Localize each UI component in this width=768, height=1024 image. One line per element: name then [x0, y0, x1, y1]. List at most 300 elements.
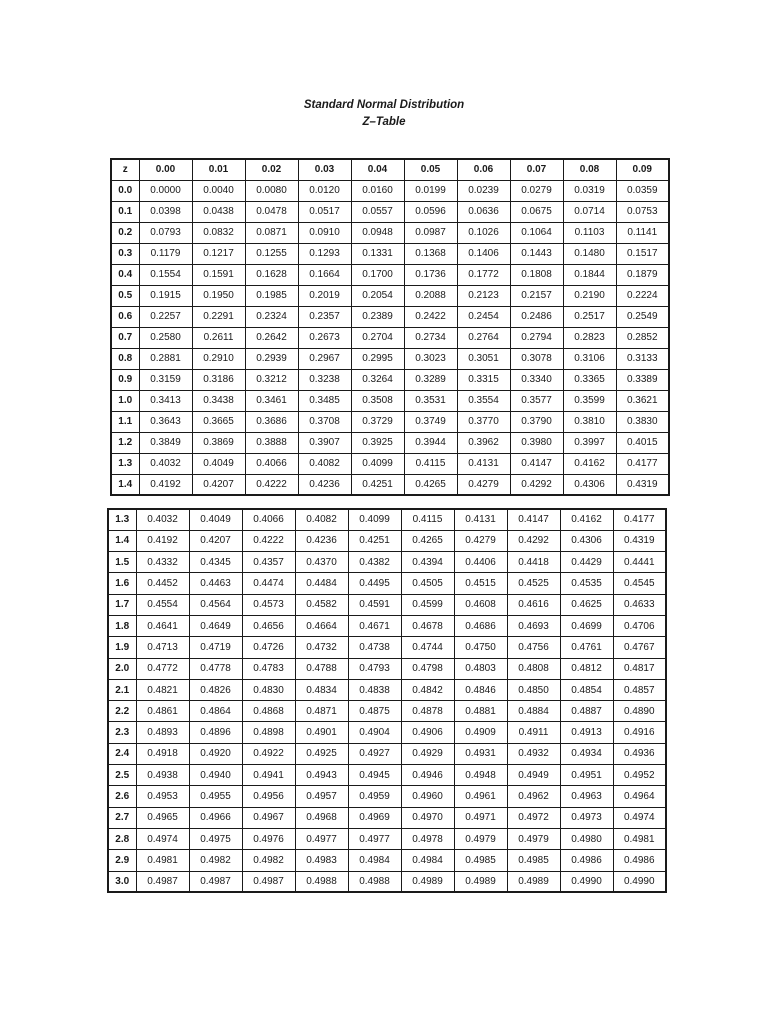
probability-cell: 0.4986	[613, 850, 666, 871]
probability-cell: 0.4049	[192, 453, 245, 474]
table-row	[111, 453, 669, 474]
table-row	[108, 679, 666, 700]
probability-cell: 0.3438	[192, 390, 245, 411]
probability-cell: 0.4251	[351, 474, 404, 495]
probability-cell: 0.4982	[189, 850, 242, 871]
probability-cell: 0.4834	[295, 679, 348, 700]
z-value-cell: 0.9	[111, 369, 139, 390]
probability-cell: 0.2673	[298, 327, 351, 348]
probability-cell: 0.4236	[295, 530, 348, 551]
probability-cell: 0.2257	[139, 306, 192, 327]
probability-cell: 0.4756	[507, 637, 560, 658]
probability-cell: 0.4911	[507, 722, 560, 743]
table-row	[111, 285, 669, 306]
probability-cell: 0.4207	[189, 530, 242, 551]
probability-cell: 0.2157	[510, 285, 563, 306]
probability-cell: 0.1064	[510, 222, 563, 243]
probability-cell: 0.4961	[454, 786, 507, 807]
probability-cell: 0.1406	[457, 243, 510, 264]
table-row	[108, 509, 666, 530]
probability-cell: 0.3577	[510, 390, 563, 411]
probability-cell: 0.4983	[295, 850, 348, 871]
probability-cell: 0.4671	[348, 615, 401, 636]
probability-cell: 0.4793	[348, 658, 401, 679]
table-row	[111, 411, 669, 432]
probability-cell: 0.4082	[295, 509, 348, 530]
probability-cell: 0.4162	[563, 453, 616, 474]
probability-cell: 0.2967	[298, 348, 351, 369]
probability-cell: 0.4394	[401, 552, 454, 573]
probability-cell: 0.1179	[139, 243, 192, 264]
probability-cell: 0.4616	[507, 594, 560, 615]
probability-cell: 0.0714	[563, 201, 616, 222]
probability-cell: 0.4767	[613, 637, 666, 658]
probability-cell: 0.4988	[348, 871, 401, 892]
table-row	[111, 222, 669, 243]
z-value-cell: 1.0	[111, 390, 139, 411]
probability-cell: 0.4976	[242, 828, 295, 849]
probability-cell: 0.4846	[454, 679, 507, 700]
probability-cell: 0.2357	[298, 306, 351, 327]
header-cell: 0.00	[139, 159, 192, 180]
probability-cell: 0.0557	[351, 201, 404, 222]
probability-cell: 0.3133	[616, 348, 669, 369]
probability-cell: 0.4943	[295, 765, 348, 786]
probability-cell: 0.0517	[298, 201, 351, 222]
z-value-cell: 2.3	[108, 722, 136, 743]
probability-cell: 0.4066	[245, 453, 298, 474]
probability-cell: 0.4875	[348, 701, 401, 722]
probability-cell: 0.1443	[510, 243, 563, 264]
probability-cell: 0.4732	[295, 637, 348, 658]
probability-cell: 0.0438	[192, 201, 245, 222]
probability-cell: 0.4345	[189, 552, 242, 573]
probability-cell: 0.1255	[245, 243, 298, 264]
probability-cell: 0.4868	[242, 701, 295, 722]
probability-cell: 0.4904	[348, 722, 401, 743]
probability-cell: 0.4887	[560, 701, 613, 722]
probability-cell: 0.1591	[192, 264, 245, 285]
probability-cell: 0.4599	[401, 594, 454, 615]
probability-cell: 0.4192	[136, 530, 189, 551]
probability-cell: 0.4131	[454, 509, 507, 530]
z-value-cell: 3.0	[108, 871, 136, 892]
probability-cell: 0.2852	[616, 327, 669, 348]
probability-cell: 0.4884	[507, 701, 560, 722]
probability-cell: 0.4955	[189, 786, 242, 807]
probability-cell: 0.4826	[189, 679, 242, 700]
probability-cell: 0.2291	[192, 306, 245, 327]
z-table-part-2	[107, 508, 667, 893]
probability-cell: 0.0239	[457, 180, 510, 201]
probability-cell: 0.4788	[295, 658, 348, 679]
probability-cell: 0.4964	[613, 786, 666, 807]
probability-cell: 0.3599	[563, 390, 616, 411]
header-cell: 0.05	[404, 159, 457, 180]
probability-cell: 0.4968	[295, 807, 348, 828]
probability-cell: 0.4032	[139, 453, 192, 474]
probability-cell: 0.4980	[560, 828, 613, 849]
table-row	[108, 850, 666, 871]
header-cell: 0.09	[616, 159, 669, 180]
probability-cell: 0.4922	[242, 743, 295, 764]
probability-cell: 0.4982	[242, 850, 295, 871]
probability-cell: 0.3106	[563, 348, 616, 369]
z-value-cell: 1.7	[108, 594, 136, 615]
z-value-cell: 1.5	[108, 552, 136, 573]
probability-cell: 0.4066	[242, 509, 295, 530]
probability-cell: 0.4984	[348, 850, 401, 871]
probability-cell: 0.4292	[507, 530, 560, 551]
probability-cell: 0.4987	[242, 871, 295, 892]
probability-cell: 0.3925	[351, 432, 404, 453]
probability-cell: 0.4265	[404, 474, 457, 495]
table-row	[111, 264, 669, 285]
probability-cell: 0.1772	[457, 264, 510, 285]
probability-cell: 0.0080	[245, 180, 298, 201]
probability-cell: 0.4981	[136, 850, 189, 871]
probability-cell: 0.3051	[457, 348, 510, 369]
probability-cell: 0.0359	[616, 180, 669, 201]
probability-cell: 0.0910	[298, 222, 351, 243]
probability-cell: 0.0279	[510, 180, 563, 201]
probability-cell: 0.4625	[560, 594, 613, 615]
probability-cell: 0.4678	[401, 615, 454, 636]
z-value-cell: 0.3	[111, 243, 139, 264]
table-row	[108, 722, 666, 743]
page-subtitle: Z–Table	[362, 116, 406, 128]
table-row	[111, 348, 669, 369]
probability-cell: 0.4931	[454, 743, 507, 764]
probability-cell: 0.4082	[298, 453, 351, 474]
probability-cell: 0.3264	[351, 369, 404, 390]
probability-cell: 0.4279	[457, 474, 510, 495]
probability-cell: 0.4986	[560, 850, 613, 871]
z-value-cell: 2.7	[108, 807, 136, 828]
probability-cell: 0.1700	[351, 264, 404, 285]
probability-cell: 0.0478	[245, 201, 298, 222]
table-row	[108, 530, 666, 551]
probability-cell: 0.0987	[404, 222, 457, 243]
probability-cell: 0.1517	[616, 243, 669, 264]
probability-cell: 0.4979	[454, 828, 507, 849]
z-value-cell: 2.5	[108, 765, 136, 786]
probability-cell: 0.1554	[139, 264, 192, 285]
probability-cell: 0.4977	[348, 828, 401, 849]
z-value-cell: 2.1	[108, 679, 136, 700]
probability-cell: 0.0636	[457, 201, 510, 222]
probability-cell: 0.4706	[613, 615, 666, 636]
probability-cell: 0.3485	[298, 390, 351, 411]
probability-cell: 0.2517	[563, 306, 616, 327]
probability-cell: 0.4452	[136, 573, 189, 594]
probability-cell: 0.1915	[139, 285, 192, 306]
probability-cell: 0.3665	[192, 411, 245, 432]
probability-cell: 0.4972	[507, 807, 560, 828]
probability-cell: 0.4177	[616, 453, 669, 474]
probability-cell: 0.3389	[616, 369, 669, 390]
z-value-cell: 2.2	[108, 701, 136, 722]
probability-cell: 0.4564	[189, 594, 242, 615]
probability-cell: 0.3686	[245, 411, 298, 432]
z-value-cell: 2.6	[108, 786, 136, 807]
probability-cell: 0.2486	[510, 306, 563, 327]
header-cell: 0.02	[245, 159, 298, 180]
z-value-cell: 2.4	[108, 743, 136, 764]
probability-cell: 0.4989	[401, 871, 454, 892]
probability-cell: 0.0871	[245, 222, 298, 243]
z-value-cell: 1.3	[111, 453, 139, 474]
table-row	[111, 306, 669, 327]
table-row	[108, 743, 666, 764]
probability-cell: 0.4963	[560, 786, 613, 807]
probability-cell: 0.1217	[192, 243, 245, 264]
probability-cell: 0.3888	[245, 432, 298, 453]
probability-cell: 0.4812	[560, 658, 613, 679]
probability-cell: 0.4838	[348, 679, 401, 700]
table-row	[111, 201, 669, 222]
probability-cell: 0.4927	[348, 743, 401, 764]
probability-cell: 0.2734	[404, 327, 457, 348]
probability-cell: 0.4946	[401, 765, 454, 786]
probability-cell: 0.1808	[510, 264, 563, 285]
probability-cell: 0.0120	[298, 180, 351, 201]
probability-cell: 0.4938	[136, 765, 189, 786]
probability-cell: 0.4686	[454, 615, 507, 636]
probability-cell: 0.4251	[348, 530, 401, 551]
probability-cell: 0.4949	[507, 765, 560, 786]
probability-cell: 0.4418	[507, 552, 560, 573]
probability-cell: 0.4984	[401, 850, 454, 871]
page-title: Standard Normal Distribution	[303, 99, 465, 111]
probability-cell: 0.4608	[454, 594, 507, 615]
z-table-part-1	[110, 158, 670, 496]
probability-cell: 0.0948	[351, 222, 404, 243]
table-row	[111, 369, 669, 390]
probability-cell: 0.4861	[136, 701, 189, 722]
probability-cell: 0.4441	[613, 552, 666, 573]
probability-cell: 0.2580	[139, 327, 192, 348]
probability-cell: 0.4979	[507, 828, 560, 849]
probability-cell: 0.4913	[560, 722, 613, 743]
probability-cell: 0.4990	[613, 871, 666, 892]
header-cell-z: z	[111, 159, 139, 180]
probability-cell: 0.0832	[192, 222, 245, 243]
probability-cell: 0.4332	[136, 552, 189, 573]
probability-cell: 0.3315	[457, 369, 510, 390]
probability-cell: 0.4515	[454, 573, 507, 594]
header-cell: 0.01	[192, 159, 245, 180]
probability-cell: 0.4981	[613, 828, 666, 849]
probability-cell: 0.4969	[348, 807, 401, 828]
probability-cell: 0.3708	[298, 411, 351, 432]
probability-cell: 0.4495	[348, 573, 401, 594]
probability-cell: 0.4484	[295, 573, 348, 594]
table-row	[108, 765, 666, 786]
probability-cell: 0.4726	[242, 637, 295, 658]
probability-cell: 0.4951	[560, 765, 613, 786]
probability-cell: 0.4474	[242, 573, 295, 594]
probability-cell: 0.4525	[507, 573, 560, 594]
probability-cell: 0.4162	[560, 509, 613, 530]
probability-cell: 0.3621	[616, 390, 669, 411]
header-cell: 0.06	[457, 159, 510, 180]
probability-cell: 0.4941	[242, 765, 295, 786]
probability-cell: 0.4934	[560, 743, 613, 764]
probability-cell: 0.2939	[245, 348, 298, 369]
probability-cell: 0.4990	[560, 871, 613, 892]
probability-cell: 0.4978	[401, 828, 454, 849]
probability-cell: 0.4306	[563, 474, 616, 495]
table-row	[108, 658, 666, 679]
z-value-cell: 1.9	[108, 637, 136, 658]
probability-cell: 0.0000	[139, 180, 192, 201]
probability-cell: 0.4817	[613, 658, 666, 679]
probability-cell: 0.3770	[457, 411, 510, 432]
probability-cell: 0.4207	[192, 474, 245, 495]
probability-cell: 0.1664	[298, 264, 351, 285]
probability-cell: 0.4966	[189, 807, 242, 828]
probability-cell: 0.4881	[454, 701, 507, 722]
z-value-cell: 0.4	[111, 264, 139, 285]
probability-cell: 0.0199	[404, 180, 457, 201]
probability-cell: 0.3907	[298, 432, 351, 453]
probability-cell: 0.4115	[404, 453, 457, 474]
probability-cell: 0.0160	[351, 180, 404, 201]
probability-cell: 0.4948	[454, 765, 507, 786]
probability-cell: 0.4952	[613, 765, 666, 786]
probability-cell: 0.0319	[563, 180, 616, 201]
probability-cell: 0.2190	[563, 285, 616, 306]
probability-cell: 0.4808	[507, 658, 560, 679]
probability-cell: 0.2794	[510, 327, 563, 348]
probability-cell: 0.2324	[245, 306, 298, 327]
probability-cell: 0.4878	[401, 701, 454, 722]
probability-cell: 0.4591	[348, 594, 401, 615]
probability-cell: 0.4987	[136, 871, 189, 892]
probability-cell: 0.4973	[560, 807, 613, 828]
probability-cell: 0.1141	[616, 222, 669, 243]
probability-cell: 0.2549	[616, 306, 669, 327]
probability-cell: 0.4049	[189, 509, 242, 530]
probability-cell: 0.2123	[457, 285, 510, 306]
header-cell: 0.08	[563, 159, 616, 180]
probability-cell: 0.2995	[351, 348, 404, 369]
z-value-cell: 0.6	[111, 306, 139, 327]
probability-cell: 0.1950	[192, 285, 245, 306]
probability-cell: 0.4319	[616, 474, 669, 495]
table-row	[108, 701, 666, 722]
probability-cell: 0.1628	[245, 264, 298, 285]
probability-cell: 0.4147	[507, 509, 560, 530]
probability-cell: 0.4970	[401, 807, 454, 828]
probability-cell: 0.4147	[510, 453, 563, 474]
z-value-cell: 1.4	[108, 530, 136, 551]
probability-cell: 0.3962	[457, 432, 510, 453]
probability-cell: 0.4406	[454, 552, 507, 573]
z-value-cell: 1.1	[111, 411, 139, 432]
probability-cell: 0.2019	[298, 285, 351, 306]
probability-cell: 0.4573	[242, 594, 295, 615]
table-row	[108, 615, 666, 636]
probability-cell: 0.1844	[563, 264, 616, 285]
probability-cell: 0.4535	[560, 573, 613, 594]
probability-cell: 0.4738	[348, 637, 401, 658]
probability-cell: 0.4957	[295, 786, 348, 807]
table-row	[111, 432, 669, 453]
probability-cell: 0.1331	[351, 243, 404, 264]
z-value-cell: 2.0	[108, 658, 136, 679]
probability-cell: 0.3749	[404, 411, 457, 432]
probability-cell: 0.4959	[348, 786, 401, 807]
probability-cell: 0.3869	[192, 432, 245, 453]
probability-cell: 0.2088	[404, 285, 457, 306]
probability-cell: 0.2704	[351, 327, 404, 348]
probability-cell: 0.3212	[245, 369, 298, 390]
z-value-cell: 0.1	[111, 201, 139, 222]
probability-cell: 0.3023	[404, 348, 457, 369]
table-row	[108, 594, 666, 615]
probability-cell: 0.4429	[560, 552, 613, 573]
probability-cell: 0.3238	[298, 369, 351, 390]
table-row	[108, 807, 666, 828]
probability-cell: 0.0675	[510, 201, 563, 222]
probability-cell: 0.3078	[510, 348, 563, 369]
table-header-row	[111, 159, 669, 180]
probability-cell: 0.4916	[613, 722, 666, 743]
probability-cell: 0.4956	[242, 786, 295, 807]
header-cell: 0.07	[510, 159, 563, 180]
probability-cell: 0.3186	[192, 369, 245, 390]
probability-cell: 0.4962	[507, 786, 560, 807]
z-value-cell: 2.9	[108, 850, 136, 871]
probability-cell: 0.4177	[613, 509, 666, 530]
probability-cell: 0.4750	[454, 637, 507, 658]
probability-cell: 0.4713	[136, 637, 189, 658]
probability-cell: 0.4967	[242, 807, 295, 828]
z-value-cell: 1.4	[111, 474, 139, 495]
probability-cell: 0.4953	[136, 786, 189, 807]
probability-cell: 0.4985	[507, 850, 560, 871]
probability-cell: 0.4906	[401, 722, 454, 743]
probability-cell: 0.4641	[136, 615, 189, 636]
probability-cell: 0.4830	[242, 679, 295, 700]
probability-cell: 0.4925	[295, 743, 348, 764]
probability-cell: 0.2454	[457, 306, 510, 327]
probability-cell: 0.3643	[139, 411, 192, 432]
probability-cell: 0.2422	[404, 306, 457, 327]
probability-cell: 0.4744	[401, 637, 454, 658]
probability-cell: 0.4965	[136, 807, 189, 828]
probability-cell: 0.0793	[139, 222, 192, 243]
probability-cell: 0.4989	[507, 871, 560, 892]
probability-cell: 0.3365	[563, 369, 616, 390]
probability-cell: 0.4850	[507, 679, 560, 700]
probability-cell: 0.3830	[616, 411, 669, 432]
z-value-cell: 1.2	[111, 432, 139, 453]
probability-cell: 0.4505	[401, 573, 454, 594]
probability-cell: 0.4932	[507, 743, 560, 764]
probability-cell: 0.4893	[136, 722, 189, 743]
probability-cell: 0.4936	[613, 743, 666, 764]
probability-cell: 0.4821	[136, 679, 189, 700]
probability-cell: 0.4989	[454, 871, 507, 892]
table-row	[108, 573, 666, 594]
probability-cell: 0.4960	[401, 786, 454, 807]
probability-cell: 0.1293	[298, 243, 351, 264]
probability-cell: 0.4554	[136, 594, 189, 615]
probability-cell: 0.1985	[245, 285, 298, 306]
